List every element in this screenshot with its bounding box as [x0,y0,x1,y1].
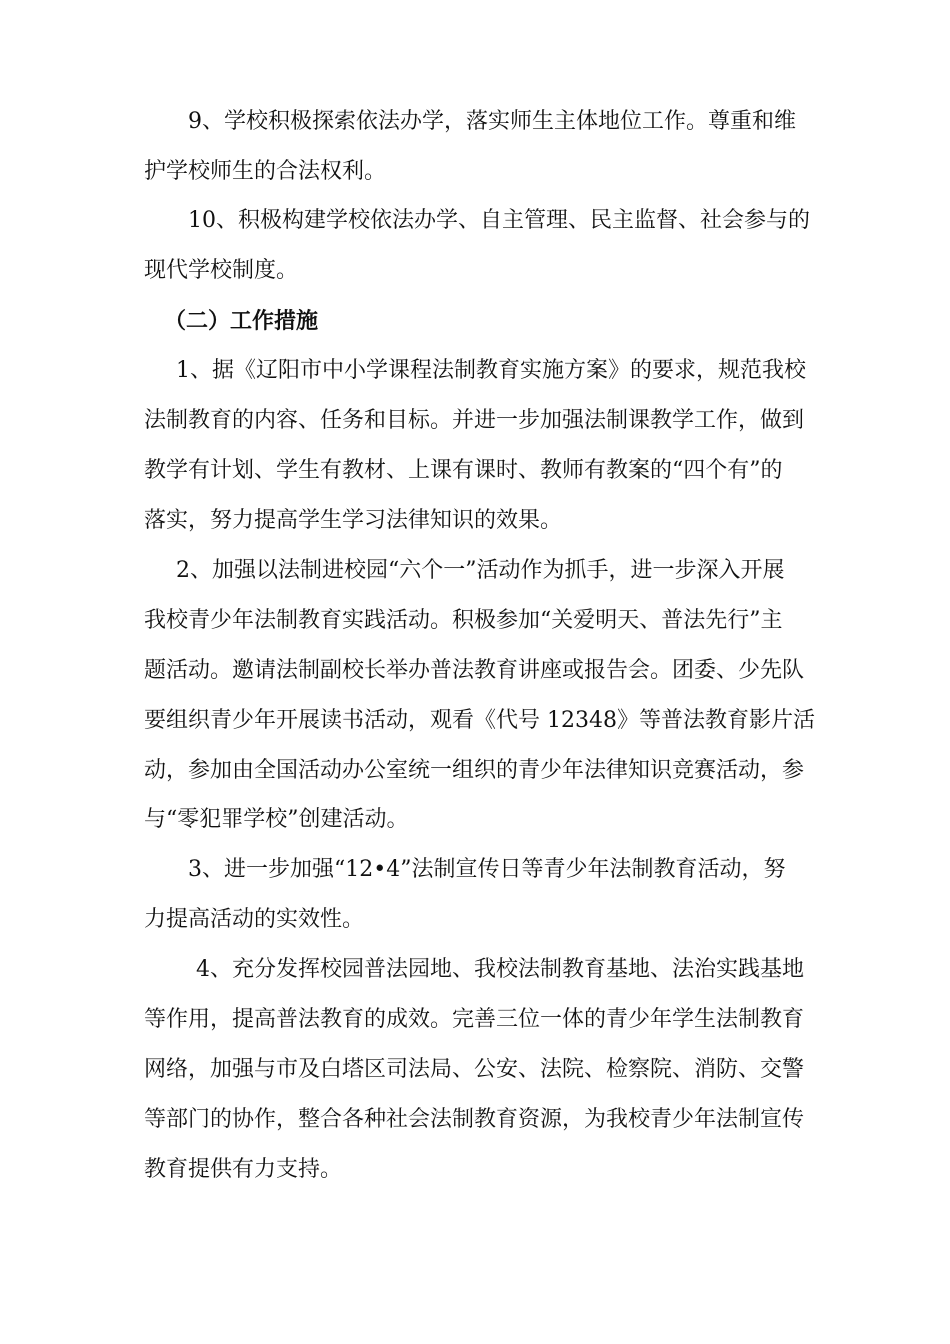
text-line: 落实，努力提高学生学习法律知识的效果。 [144,508,563,533]
text-line: 护学校师生的合法权利。 [144,159,387,184]
text-line: 1、据《辽阳市中小学课程法制教育实施方案》的要求，规范我校 [176,358,806,383]
text-line: 力提高活动的实效性。 [144,907,365,932]
text-line: 2、加强以法制进校园“六个一”活动作为抓手，进一步深入开展 [176,558,785,583]
text-line: 我校青少年法制教育实践活动。积极参加“关爱明天、普法先行”主 [144,608,783,633]
text-line: 要组织青少年开展读书活动，观看《代号 12348》等普法教育影片活 [144,708,815,733]
text-line: 等作用，提高普法教育的成效。完善三位一体的青少年学生法制教育 [144,1007,805,1032]
text-line: 教育提供有力支持。 [144,1157,343,1182]
text-line: 4、充分发挥校园普法园地、我校法制教育基地、法治实践基地 [196,957,804,982]
section-heading: （二）工作措施 [164,309,319,334]
text-line: 3、进一步加强“12•4”法制宣传日等青少年法制教育活动，努 [188,857,786,882]
text-line: 9、学校积极探索依法办学，落实师生主体地位工作。尊重和维 [188,109,796,134]
text-line: 法制教育的内容、任务和目标。并进一步加强法制课教学工作，做到 [144,408,805,433]
text-line: 现代学校制度。 [144,258,299,283]
text-line: 与“零犯罪学校”创建活动。 [144,807,409,832]
text-line: 教学有计划、学生有教材、上课有课时、教师有教案的“四个有”的 [144,458,783,483]
text-line: 10、积极构建学校依法办学、自主管理、民主监督、社会参与的 [188,208,810,233]
text-line: 动，参加由全国活动办公室统一组织的青少年法律知识竞赛活动，参 [144,758,805,783]
text-line: 等部门的协作，整合各种社会法制教育资源，为我校青少年法制宣传 [144,1107,805,1132]
text-line: 网络，加强与市及白塔区司法局、公安、法院、检察院、消防、交警 [144,1057,805,1082]
text-line: 题活动。邀请法制副校长举办普法教育讲座或报告会。团委、少先队 [144,658,805,683]
